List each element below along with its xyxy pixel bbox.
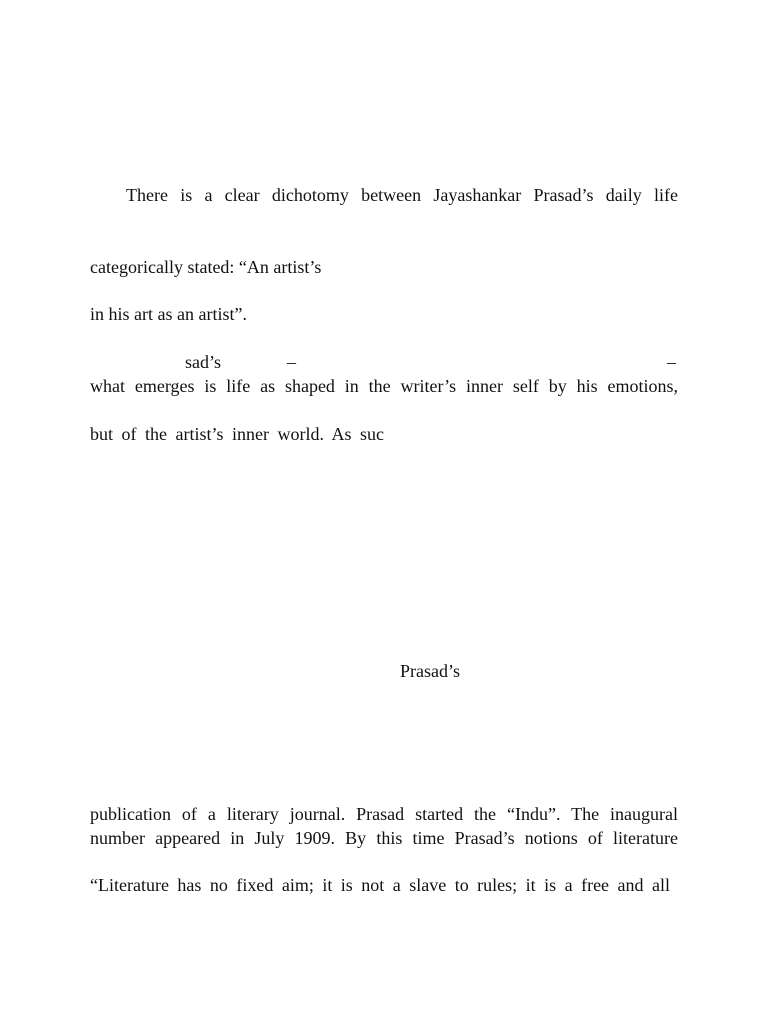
paragraph-line: categorically stated: “An artist’s [90, 257, 322, 277]
paragraph-line: There is a clear dichotomy between Jayashankar Prasad’s daily life [126, 185, 678, 205]
paragraph-line: what emerges is life as shaped in the writer’s inner self by his emotions, [90, 376, 678, 396]
paragraph-line: but of the artist’s inner world. As suc [90, 424, 384, 444]
paragraph-line: in his art as an artist”. [90, 304, 247, 324]
text-fragment: Prasad’s [400, 661, 460, 681]
dash-fragment: – [287, 352, 296, 372]
text-fragment: sad’s [185, 352, 221, 372]
paragraph-line: number appeared in July 1909. By this time Prasad’s notions of literature [90, 828, 678, 848]
paragraph-line: publication of a literary journal. Prasad started the “Indu”. The inaugural [90, 804, 678, 824]
dash-fragment: – [667, 352, 676, 372]
paragraph-line: “Literature has no fixed aim; it is not a slave to rules; it is a free and all [90, 875, 670, 895]
